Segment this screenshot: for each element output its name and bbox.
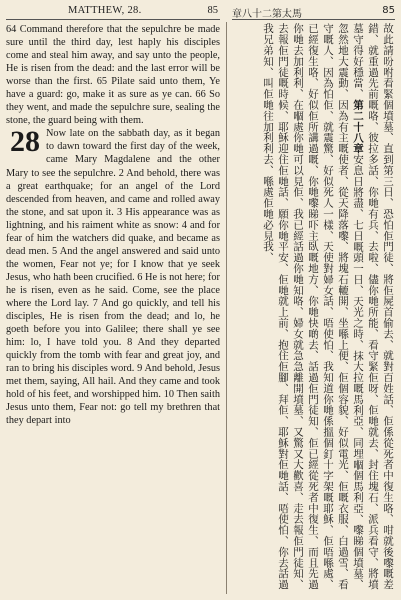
english-paragraph-1: 64 Command therefore that the sepulchre be made sure until the third day, lest haply his disciples come and steal him away, and say unto the people, He is risen from the dead: and the last error will be worse than the first. 65 Pilate said unto them, Ye have a guard: go, make it as sure as ye can. 66 So they went, and made the sepulchre sure, sealing the stone, the guard being with them. — [6, 24, 220, 127]
chinese-verses-64-65: 故此請吩咐看緊個墳墓、直到第三日、恐怕佢門徒、將佢屍首偷去、就對百姓話、佢係從死者中復生咯、咁就後嚟嘅差錯、就重過先前嘅咯、 — [367, 23, 394, 590]
english-paragraph-2 — [6, 127, 220, 427]
header-rule-right — [232, 19, 395, 20]
chinese-running-header — [232, 5, 395, 20]
header-rule-left — [6, 19, 220, 20]
english-text-column — [6, 23, 220, 595]
chapter-number-dropcap: 28 — [10, 125, 40, 159]
chinese-text-column — [232, 23, 395, 595]
english-chapter-text: Now late on the sabbath day, as it began to dawn toward the first day of the week, came Mary Magdalene and the other Mary to see the sepulchre. 2 And behold, there was a great earthquake; for an angel of the Lord descended from heaven, and came and rolled away the stone, and sat upon it. 3 His appearance was as lightning, and his raiment white as snow: 4 and for fear of him the watchers did quake, and became as dead men. 5 And the angel answered and said unto the women, Fear not ye; for I know that ye seek Jesus, who hath been crucified. 6 He is not here; for he is risen, even as he said. Come, see the place where the Lord lay. 7 And go quickly, and tell his disciples, He is risen from the dead; and lo, he goeth before you into Galilee; there shall ye see him: lo, I have told you. 8 And they departed quickly from the tomb with fear and great joy, and ran to bring his disciples word. 9 And behold, Jesus met them, saying, All hail. And they came and took hold of his feet, and worshipped him. 10 Then saith Jesus unto them, Fear not: go tell my brethren that they depart into — [6, 128, 220, 427]
column-divider — [226, 22, 227, 594]
chinese-chapter-heading: 第二十八章 — [352, 99, 364, 154]
book-chapter-title: MATTHEW, 28. — [68, 5, 142, 16]
page-number-right: 85 — [382, 5, 395, 16]
chinese-verse-66: 彼拉多話、你哋有兵、去啦、儘你哋所能、看守緊佢呀、佢哋就去、封住塊石、派兵看守、將墳墓守得好穩當、 — [352, 23, 379, 590]
chinese-chapter-text: 安息日將盡、七日嘅頭一日、天光之時、抹大拉嘅馬利亞、同埋嗰個馬利亞、嚟睇個墳墓、忽然地大震動、因為有主嘅使者、從天降落嚟、將塊石轆開、坐喺上便、佢個容貌、好似電光、佢嘅衣服、白過雪、看守嘅人、因為怕佢、就震驚、好似死人一樣、天使對婦女話、唔使怕、我知道你哋係搵個釘十字架嘅耶穌、佢唔喺處、已經復生咯、好似佢所講過嘅、你哋嚟睇吓主臥嘅地方、你哋快啲去、話過佢門徒知、佢已經從死者中復生、而且先過你哋去加利利、在嗰處你哋可以見佢、我已經話過你哋知咯、婦女就急急離開墳墓、又驚又大歡喜、走去報佢門徒知、去報佢門徒嘅時候、耶穌迎住佢哋話、願你哋平安、佢哋就上前、抱住佢腳、拜佢、耶穌對佢哋話、唔使怕、你去話過我兄弟知、叫佢哋往加利利去、喺處佢哋必見我、 — [262, 23, 364, 590]
chinese-book-chapter-title: 章八十二第太馬 — [232, 9, 302, 20]
english-running-header — [6, 5, 220, 16]
page-number-left: 85 — [207, 5, 218, 16]
